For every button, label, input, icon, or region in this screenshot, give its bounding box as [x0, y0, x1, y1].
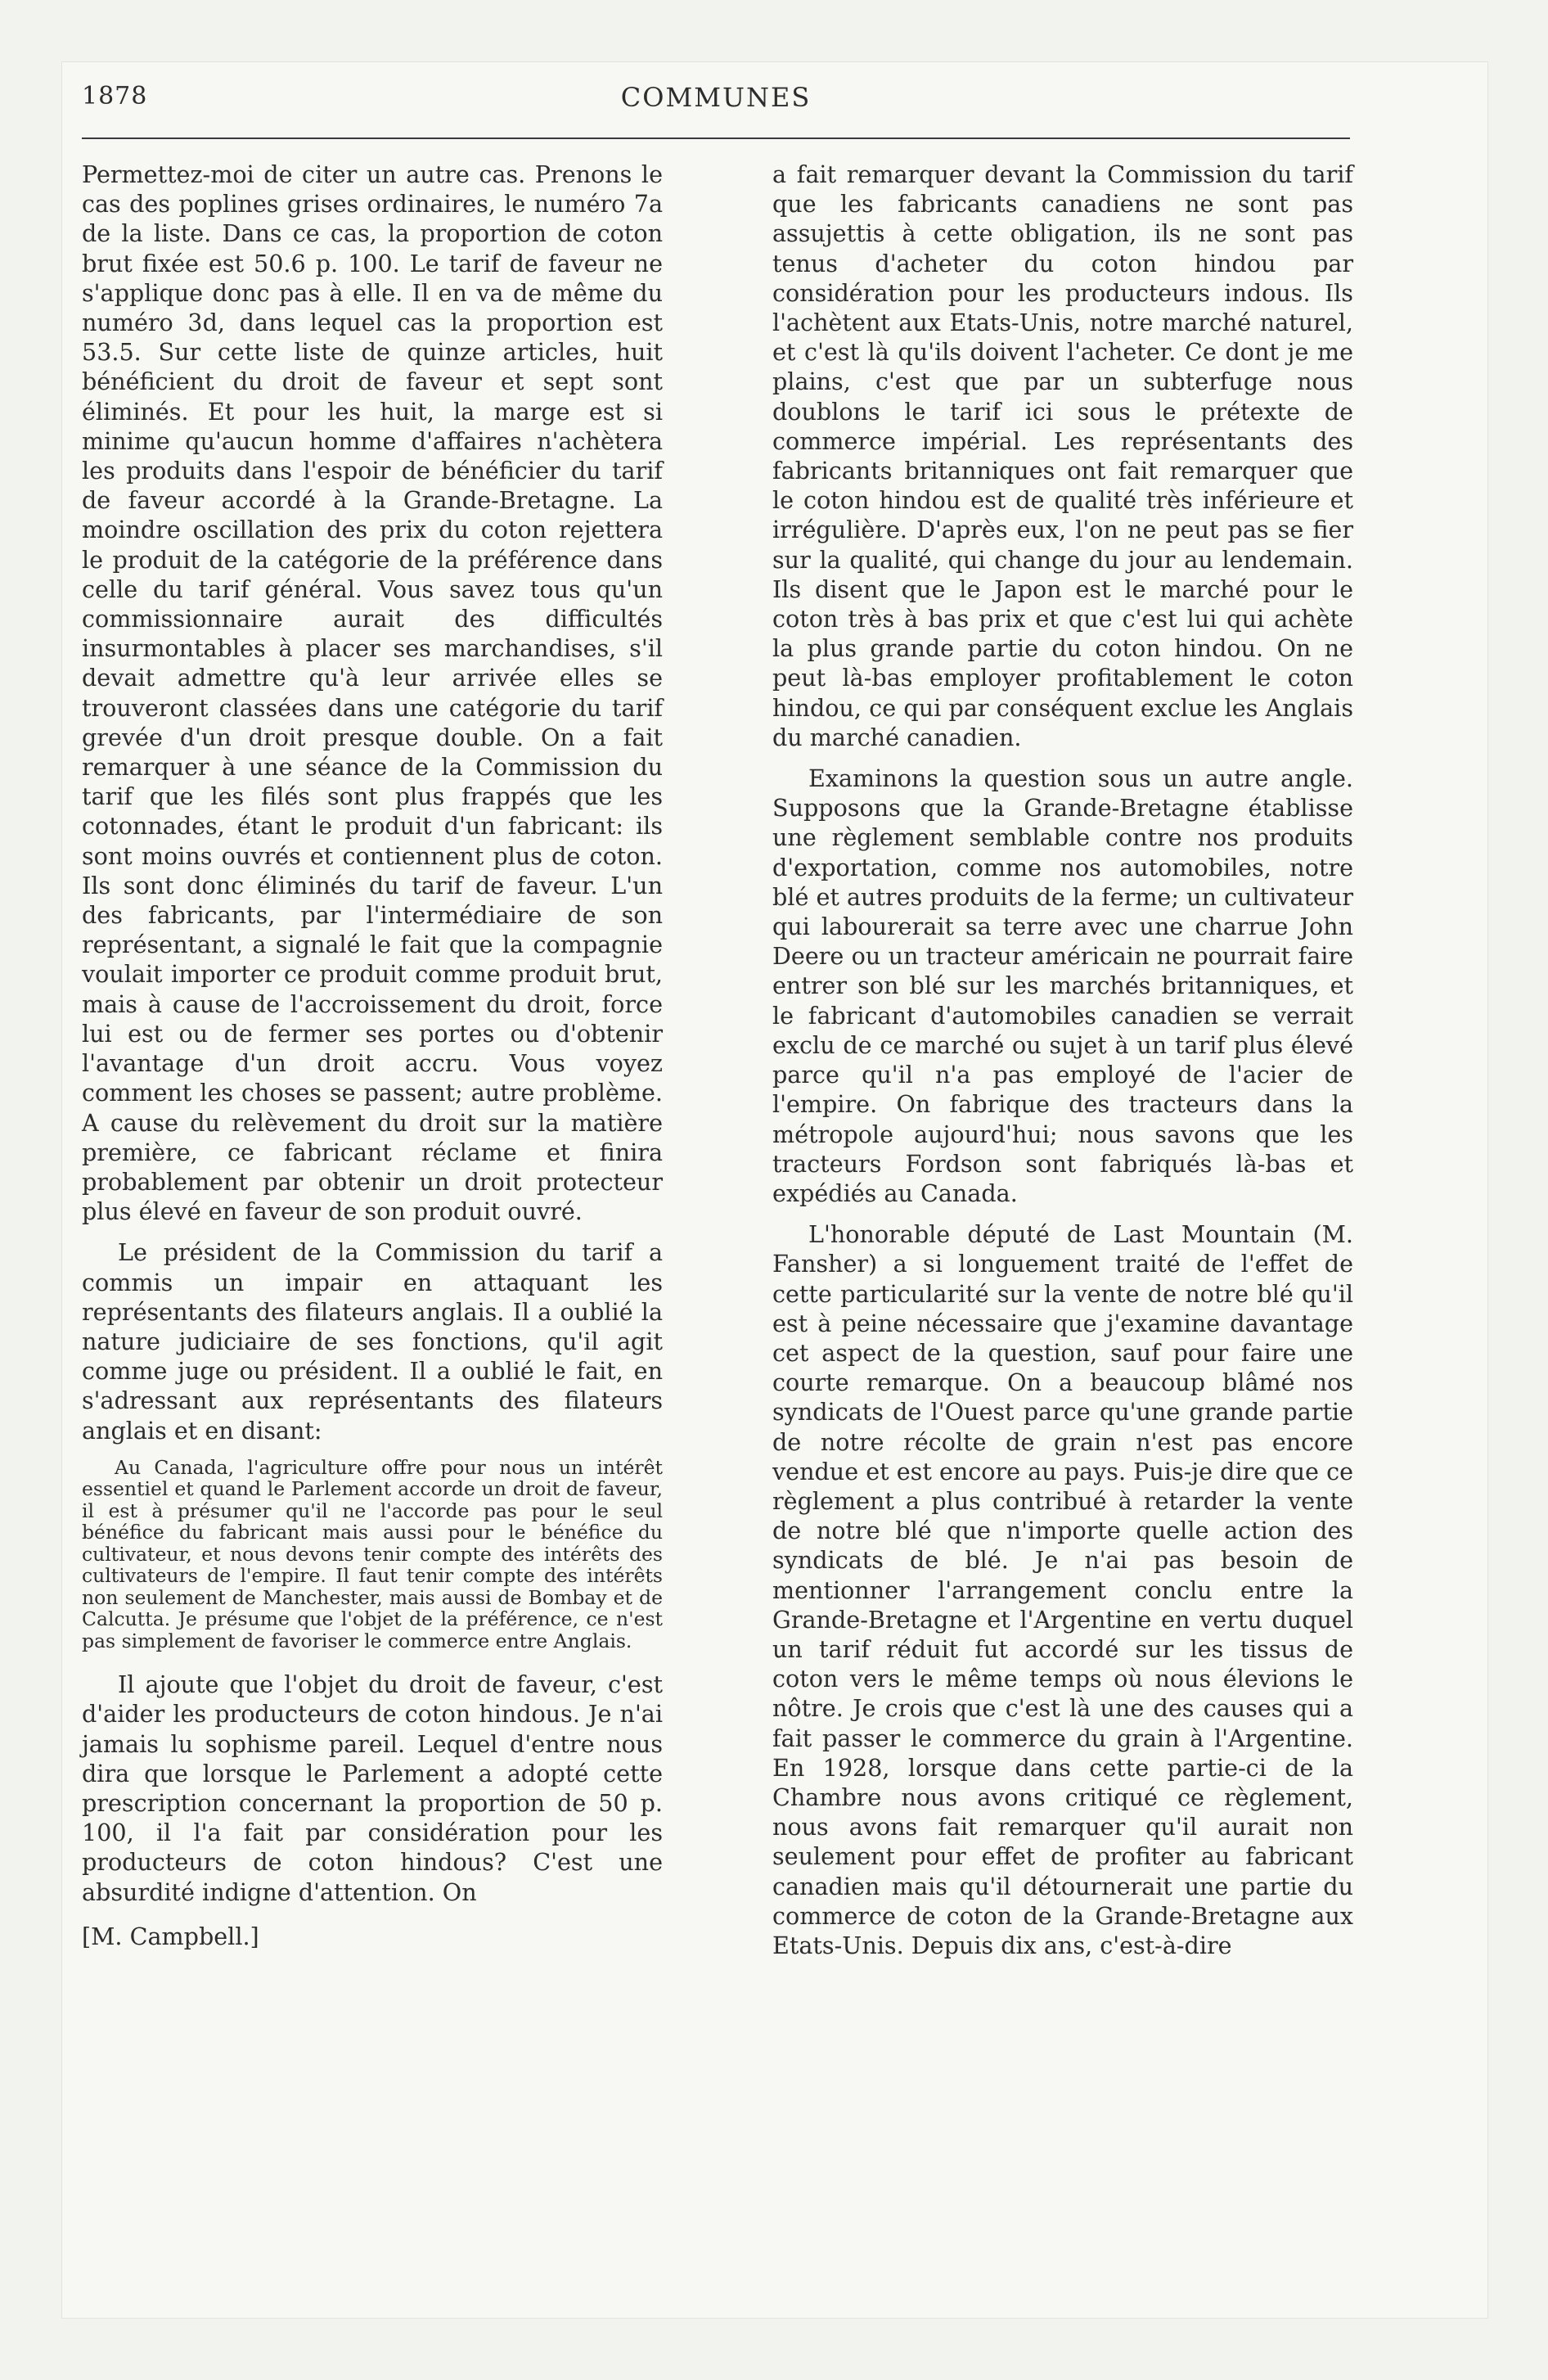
header-rule	[82, 137, 1350, 139]
paragraph: Il ajoute que l'objet du droit de faveur, c'est d'aider les producteurs de coton hindous. Je n'ai jamais lu sophisme pareil. Lequel d'entre nous dira que lorsque le Parlement a adopté cette prescription concernant la proportion de 50 p. 100, il l'a fait par considération pour les producteurs de coton hindous? C'est une absurdité indigne d'attention. On	[82, 1670, 663, 1906]
paragraph: a fait remarquer devant la Commission du tarif que les fabricants canadiens ne sont pas assujettis à cette obligation, ils ne sont pas tenus d'acheter du coton hindou par considération pour les producteurs indous. Ils l'achètent aux Etats-Unis, notre marché naturel, et c'est là qu'ils doivent l'acheter. Ce dont je me plains, c'est que par un subterfuge nous doublons le tarif ici sous le prétexte de commerce impérial. Les représentants des fabricants britanniques ont fait remarquer que le coton hindou est de qualité très inférieure et irrégulière. D'après eux, l'on ne peut pas se fier sur la qualité, qui change du jour au lendemain. Ils disent que le Japon est le marché pour le coton très à bas prix et que c'est lui qui achète la plus grande partie du coton hindou. On ne peut là-bas employer profitablement le coton hindou, ce qui par conséquent exclue les Anglais du marché canadien.	[772, 160, 1353, 751]
block-quote: Au Canada, l'agriculture offre pour nous un intérêt essentiel et quand le Parlement accorde un droit de faveur, il est à présumer qu'il ne l'accorde pas pour le seul bénéfice du fabricant mais aussi pour le bénéfice du cultivateur, et nous devons tenir compte des intérêts des cultivateurs de l'empire. Il faut tenir compte des intérêts non seulement de Manchester, mais aussi de Bombay et de Calcutta. Je présume que l'objet de la préférence, ce n'est pas simplement de favoriser le commerce entre Anglais.	[82, 1455, 663, 1652]
paragraph: L'honorable député de Last Mountain (M. Fansher) a si longuement traité de l'effet de cette particularité sur la vente de notre blé qu'il est à peine nécessaire que j'examine davantage cet aspect de la question, sauf pour faire une courte remarque. On a beaucoup blâmé nos syndicats de l'Ouest parce qu'une grande partie de notre récolte de grain n'est pas encore vendue et est encore au pays. Puis-je dire que ce règlement a plus contribué à retarder la vente de notre blé que n'importe quelle action des syndicats de blé. Je n'ai pas besoin de mentionner l'arrangement conclu entre la Grande-Bretagne et l'Argentine en vertu duquel un tarif réduit fut accordé sur les tissus de coton vers le même temps où nous élevions le nôtre. Je crois que c'est là une des causes qui a fait passer le commerce du grain à l'Argentine. En 1928, lorsque dans cette partie-ci de la Chambre nous avons critiqué ce règlement, nous avons fait remarquer qu'il aurait non seulement pour effet de profiter au fabricant canadien mais qu'il détournerait une partie du commerce de coton de la Grande-Bretagne aux Etats-Unis. Depuis dix ans, c'est-à-dire	[772, 1220, 1353, 1959]
left-column	[82, 160, 663, 1951]
page-header	[82, 82, 1350, 131]
paragraph: Le président de la Commission du tarif a commis un impair en attaquant les représentants des filateurs anglais. Il a oublié la nature judiciaire de ses fonctions, qu'il agit comme juge ou président. Il a oublié le fait, en s'adressant aux représentants des filateurs anglais et en disant:	[82, 1238, 663, 1445]
right-column	[772, 160, 1353, 1972]
page-number: 1878	[82, 82, 148, 110]
paragraph: Examinons la question sous un autre angle. Supposons que la Grande-Bretagne établisse une règlement semblable contre nos produits d'exportation, comme nos automobiles, notre blé et autres produits de la ferme; un cultivateur qui labourerait sa terre avec une charrue John Deere ou un tracteur américain ne pourrait faire entrer son blé sur les marchés britanniques, et le fabricant d'automobiles canadien se verrait exclu de ce marché ou sujet à un tarif plus élevé parce qu'il n'a pas employé de l'acier de l'empire. On fabrique des tracteurs dans la métropole aujourd'hui; nous savons que les tracteurs Fordson sont fabriqués là-bas et expédiés au Canada.	[772, 764, 1353, 1207]
speaker-reference: [M. Campbell.]	[82, 1922, 259, 1950]
running-head: COMMUNES	[620, 82, 812, 113]
paragraph: Permettez-moi de citer un autre cas. Prenons le cas des poplines grises ordinaires, le numéro 7a de la liste. Dans ce cas, la proportion de coton brut fixée est 50.6 p. 100. Le tarif de faveur ne s'applique donc pas à elle. Il en va de même du numéro 3d, dans lequel cas la proportion est 53.5. Sur cette liste de quinze articles, huit bénéficient du droit de faveur et sept sont éliminés. Et pour les huit, la marge est si minime qu'aucun homme d'affaires n'achètera les produits dans l'espoir de bénéficier du tarif de faveur accordé à la Grande-Bretagne. La moindre oscillation des prix du coton rejettera le produit de la catégorie de la préférence dans celle du tarif général. Vous savez tous qu'un commissionnaire aurait des difficultés insurmontables à placer ses marchandises, s'il devait admettre qu'à leur arrivée elles se trouveront classées dans une catégorie du tarif grevée d'un droit presque double. On a fait remarquer à une séance de la Commission du tarif que les filés sont plus frappés que les cotonnades, étant le produit d'un fabricant: ils sont moins ouvrés et contiennent plus de coton. Ils sont donc éliminés du tarif de faveur. L'un des fabricants, par l'intermédiaire de son représentant, a signalé le fait que la compagnie voulait importer ce produit comme produit brut, mais à cause de l'accroissement du droit, force lui est ou de fermer ses portes ou d'obtenir l'avantage d'un droit accru. Vous voyez comment les choses se passent; autre problème. A cause du relèvement du droit sur la matière première, ce fabricant réclame et finira probablement par obtenir un droit protecteur plus élevé en faveur de son produit ouvré.	[82, 160, 663, 1226]
